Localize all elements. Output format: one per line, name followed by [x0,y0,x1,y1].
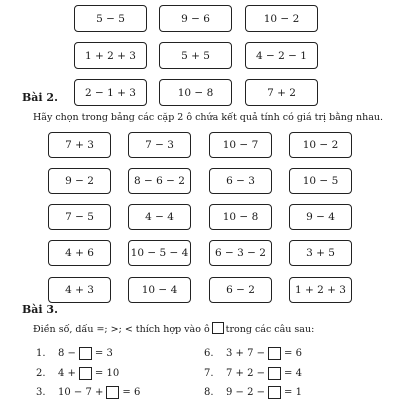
top-box: 4 − 2 − 1 [245,42,318,69]
grid-cell[interactable]: 1 + 2 + 3 [289,277,352,303]
answer-box[interactable] [268,347,281,360]
top-box: 9 − 6 [159,5,232,32]
exercise-result: = 10 [94,368,120,379]
grid-cell[interactable]: 9 − 2 [48,168,111,194]
exercise-expression: 7 + 2 − [226,368,266,379]
bai3-heading: Bài 3. [22,303,58,316]
grid-cell[interactable]: 10 − 8 [209,204,272,230]
grid-cell[interactable]: 10 − 5 − 4 [128,240,191,266]
bai3-instruction [33,322,314,335]
exercise-item [204,367,302,380]
top-box: 10 − 8 [159,79,232,106]
top-box: 10 − 2 [245,5,318,32]
grid-cell[interactable]: 6 − 3 [209,168,272,194]
grid-cell[interactable]: 10 − 5 [289,168,352,194]
grid-cell[interactable]: 9 − 4 [289,204,352,230]
answer-box[interactable] [79,347,92,360]
grid-cell[interactable]: 10 − 7 [209,132,272,158]
exercise-result: = 4 [284,368,302,379]
exercise-expression: 10 − 7 + [58,387,104,398]
exercise-result: = 3 [94,348,113,359]
answer-box[interactable] [106,386,119,399]
grid-cell[interactable]: 7 − 5 [48,204,111,230]
grid-cell[interactable]: 4 + 3 [48,277,111,303]
exercise-expression: 8 − [58,348,76,359]
grid-cell[interactable]: 10 − 2 [289,132,352,158]
exercise-number: 7. [204,368,214,379]
exercise-number: 1. [36,348,46,359]
top-box: 5 + 5 [159,42,232,69]
exercise-item [204,347,302,360]
top-box: 1 + 2 + 3 [74,42,147,69]
bai2-instruction: Hãy chọn trong bảng các cặp 2 ô chứa kết quả tính có giá trị bằng nhau. [33,112,384,123]
top-box: 2 − 1 + 3 [74,79,147,106]
exercise-item [36,367,119,380]
exercise-expression: 9 − 2 − [226,387,266,398]
exercise-result: = 6 [122,387,141,398]
grid-cell[interactable]: 3 + 5 [289,240,352,266]
bai2-heading: Bài 2. [22,91,58,104]
grid-cell[interactable]: 6 − 3 − 2 [209,240,272,266]
grid-cell[interactable]: 10 − 4 [128,277,191,303]
exercise-item [204,386,302,399]
answer-box[interactable] [268,386,281,399]
top-box: 7 + 2 [245,79,318,106]
exercise-number: 2. [36,368,46,379]
top-box: 5 − 5 [74,5,147,32]
grid-cell[interactable]: 6 − 2 [209,277,272,303]
exercise-expression: 3 + 7 − [226,348,266,359]
empty-square-icon [212,322,224,334]
exercise-item [36,347,113,360]
exercise-item [36,386,140,399]
exercise-expression: 4 + [58,368,76,379]
answer-box[interactable] [79,367,92,380]
exercise-number: 8. [204,387,214,398]
bai3-instruction-text-end: trong các câu sau: [225,324,315,335]
grid-cell[interactable]: 4 − 4 [128,204,191,230]
exercise-result: = 6 [284,348,302,359]
exercise-result: = 1 [284,387,302,398]
exercise-number: 6. [204,348,214,359]
grid-cell[interactable]: 7 + 3 [48,132,111,158]
bai3-instruction-text: Điền số, dấu =; >; < thích hợp vào ô [33,324,210,335]
grid-cell[interactable]: 4 + 6 [48,240,111,266]
grid-cell[interactable]: 8 − 6 − 2 [128,168,191,194]
answer-box[interactable] [268,367,281,380]
exercise-number: 3. [36,387,46,398]
grid-cell[interactable]: 7 − 3 [128,132,191,158]
